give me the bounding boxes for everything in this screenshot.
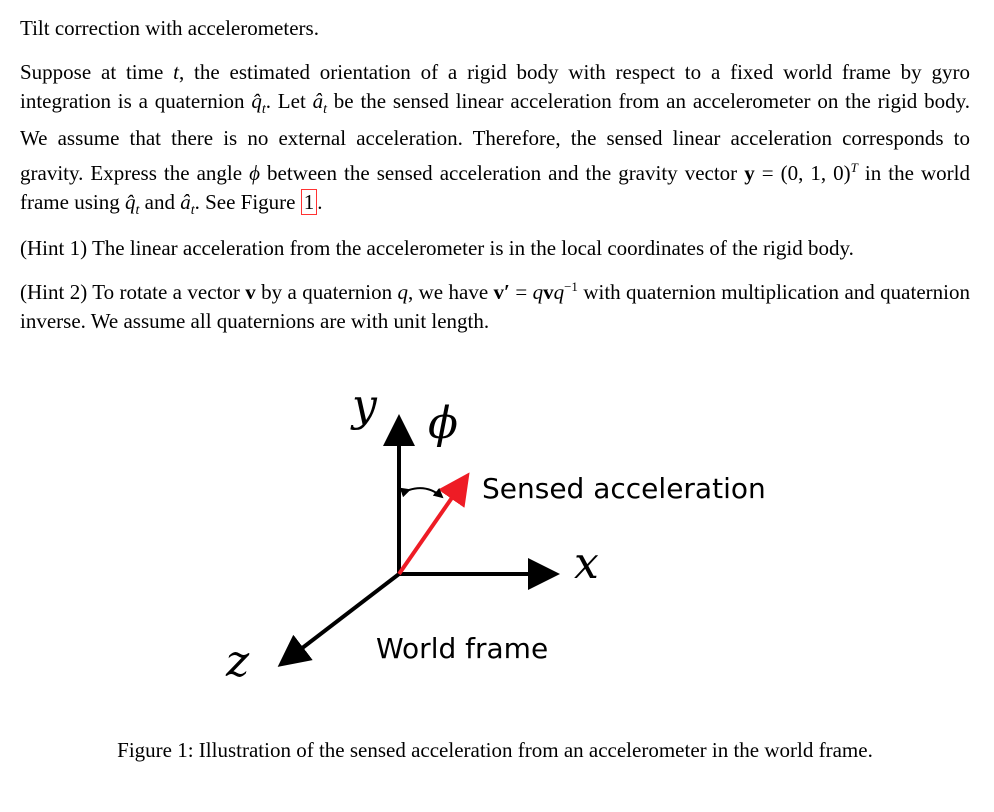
text-run: . See Figure [194, 190, 301, 215]
problem-paragraph [20, 58, 970, 225]
z-axis-label: z [226, 636, 250, 687]
text-run: , the estimated orientation of a rigid body with respect to a fixed world frame by gyro integration is a quaternion [20, 60, 970, 113]
text-run: by a quaternion [255, 280, 398, 305]
math-symbol: â [312, 89, 324, 113]
math-a-hat [180, 190, 195, 219]
text-run: with quaternion multiplication and quaternion inverse. We assume all quaternions are with unit length. [20, 280, 970, 334]
math-y-vector: y [744, 161, 755, 186]
math-q: q [532, 280, 544, 305]
math-symbol: â [180, 190, 191, 215]
hint-2 [20, 272, 970, 336]
math-subscript: t [323, 102, 327, 118]
math-symbol: q̂ [251, 89, 262, 113]
math-t: t [173, 60, 179, 84]
text-run: = [509, 280, 533, 305]
x-axis-label: x [574, 538, 599, 589]
figure-caption: Figure 1: Illustration of the sensed acceleration from an accelerometer in the world frame. [117, 738, 873, 762]
document-body [20, 14, 970, 345]
phi-label: ϕ [428, 398, 458, 449]
text-run: , we have [407, 280, 494, 305]
math-superscript: T [850, 160, 858, 176]
text-run: . Let [265, 89, 313, 113]
text-run: . [317, 190, 323, 215]
world-frame-figure [210, 380, 810, 710]
figure-reference-link[interactable]: 1 [301, 189, 318, 215]
math-subscript: t [135, 203, 140, 219]
section-title: Tilt correction with accelerometers. [20, 16, 319, 40]
math-v-vector: v [245, 280, 256, 305]
math-v-prime: v′ [493, 280, 510, 305]
sensed-acceleration-arrow [399, 479, 465, 574]
math-q: q [397, 280, 408, 305]
math-subscript: t [261, 102, 266, 118]
hint-1: (Hint 1) The linear acceleration from the accelerometer is in the local coordinates of the rigid body. [20, 236, 854, 261]
text-run: and [139, 190, 181, 215]
math-q-hat [251, 89, 266, 118]
math-symbol: q̂ [124, 190, 136, 215]
sensed-acceleration-label: Sensed acceleration [482, 472, 766, 505]
text-run: in the world frame using [20, 161, 970, 215]
math-a-hat [312, 89, 327, 118]
text-run: = (0, 1, 0) [754, 161, 851, 186]
text-run: (Hint 2) To rotate a vector [20, 280, 246, 305]
math-q-hat [124, 190, 140, 219]
math-superscript: −1 [564, 279, 578, 295]
text-run: be the sensed linear acceleration from an accelerometer on the rigid body. We assume that there is no external acceleration. Therefore, the sensed linear acceleration corresponds to gravity. Express the angle [20, 89, 970, 186]
math-v-vector: v [543, 280, 554, 305]
text-run: between the sensed acceleration and the gravity vector [259, 161, 745, 186]
text-run: Suppose at time [20, 60, 174, 84]
math-subscript: t [190, 203, 195, 219]
math-q: q [553, 280, 565, 305]
math-phi: ϕ [249, 161, 260, 186]
world-frame-label: World frame [376, 632, 549, 665]
y-axis-label: y [352, 380, 377, 431]
angle-arc [409, 488, 442, 497]
